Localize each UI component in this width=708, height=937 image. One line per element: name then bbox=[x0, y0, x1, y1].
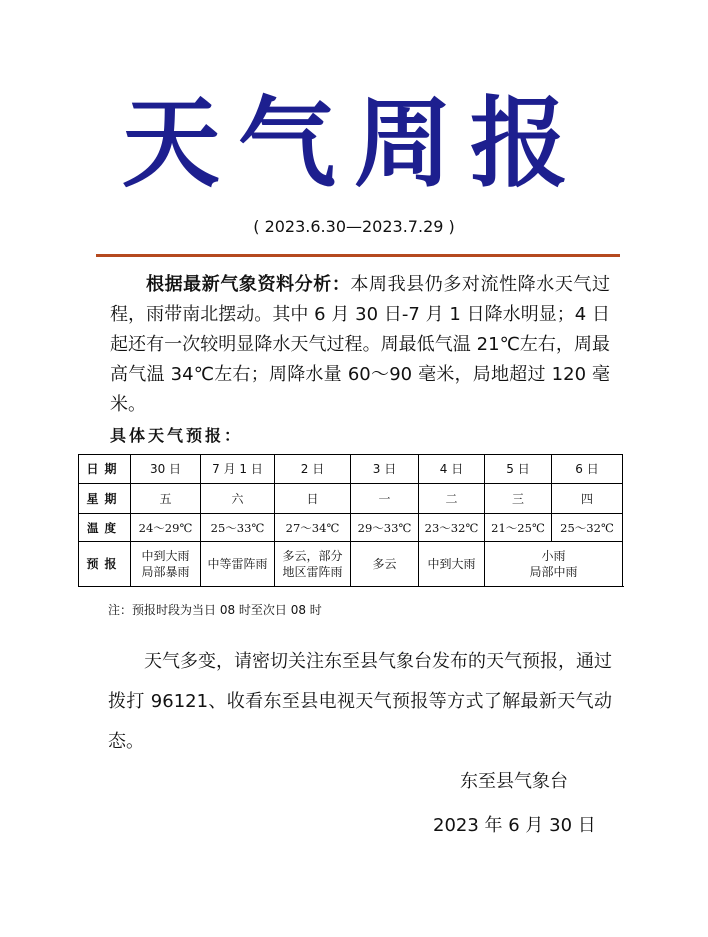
forecast-note: 注：预报时段为当日 08 时至次日 08 时 bbox=[108, 603, 322, 617]
row-label-forecast: 预报 bbox=[79, 542, 131, 587]
analysis-lead: 根据最新气象资料分析： bbox=[146, 274, 351, 295]
temperature-cell: 27～34℃ bbox=[275, 514, 351, 542]
temperature-cell: 25～32℃ bbox=[552, 514, 623, 542]
report-title: 天气周报 bbox=[121, 86, 586, 201]
forecast-cell bbox=[275, 542, 351, 587]
issuing-organization: 东至县气象台 bbox=[460, 771, 568, 792]
analysis-paragraph bbox=[110, 270, 610, 420]
weekday-cell: 三 bbox=[485, 484, 552, 514]
weekday-cell: 六 bbox=[201, 484, 275, 514]
forecast-cell bbox=[201, 542, 275, 587]
date-cell: 4 日 bbox=[419, 455, 485, 484]
table-row-temperature bbox=[79, 514, 623, 542]
date-range: ( 2023.6.30—2023.7.29 ) bbox=[253, 217, 455, 236]
date-cell: 5 日 bbox=[485, 455, 552, 484]
date-cell: 7 月 1 日 bbox=[201, 455, 275, 484]
row-label-temperature: 温度 bbox=[79, 514, 131, 542]
date-cell: 2 日 bbox=[275, 455, 351, 484]
date-cell: 3 日 bbox=[351, 455, 419, 484]
forecast-line: 中到大雨 bbox=[427, 557, 476, 571]
forecast-cell bbox=[419, 542, 485, 587]
forecast-line: 多云，部分 bbox=[282, 549, 343, 563]
forecast-line: 中等雷阵雨 bbox=[207, 557, 268, 571]
header-divider bbox=[96, 254, 620, 257]
forecast-line: 地区雷阵雨 bbox=[282, 565, 343, 579]
date-cell: 30 日 bbox=[131, 455, 201, 484]
analysis-body: 本周我县仍多对流性降水天气过程，雨带南北摆动。其中 6 月 30 日-7 月 1 日降水明显；4 日起还有一次较明显降水天气过程。周最低气温 21℃左右，周最高气温 34℃左右；周降水量 60～90 毫米，局地超过 120 毫米。 bbox=[110, 274, 611, 415]
forecast-cell bbox=[131, 542, 201, 587]
forecast-line: 中到大雨 bbox=[141, 549, 190, 563]
row-label-date: 日期 bbox=[79, 455, 131, 484]
temperature-cell: 24～29℃ bbox=[131, 514, 201, 542]
weekday-cell: 四 bbox=[552, 484, 623, 514]
row-label-weekday: 星期 bbox=[79, 484, 131, 514]
issue-date: 2023 年 6 月 30 日 bbox=[433, 815, 596, 836]
closing-paragraph: 天气多变，请密切关注东至县气象台发布的天气预报，通过拨打 96121、收看东至县电视天气预报等方式了解最新天气动态。 bbox=[108, 651, 612, 752]
weekday-cell: 一 bbox=[351, 484, 419, 514]
forecast-line: 小雨 bbox=[541, 549, 566, 563]
weekday-cell: 二 bbox=[419, 484, 485, 514]
temperature-cell: 23～32℃ bbox=[419, 514, 485, 542]
date-cell: 6 日 bbox=[552, 455, 623, 484]
table-row-date bbox=[79, 455, 623, 484]
forecast-table bbox=[78, 454, 623, 587]
forecast-line: 局部暴雨 bbox=[141, 565, 190, 579]
forecast-line: 多云 bbox=[372, 557, 397, 571]
table-row-weekday bbox=[79, 484, 623, 514]
weekday-cell: 五 bbox=[131, 484, 201, 514]
forecast-line: 局部中雨 bbox=[529, 565, 578, 579]
forecast-heading: 具体天气预报： bbox=[110, 426, 244, 445]
table-row-forecast bbox=[79, 542, 623, 587]
forecast-cell-merged bbox=[485, 542, 623, 587]
temperature-cell: 29～33℃ bbox=[351, 514, 419, 542]
forecast-cell bbox=[351, 542, 419, 587]
temperature-cell: 21～25℃ bbox=[485, 514, 552, 542]
weekday-cell: 日 bbox=[275, 484, 351, 514]
temperature-cell: 25～33℃ bbox=[201, 514, 275, 542]
